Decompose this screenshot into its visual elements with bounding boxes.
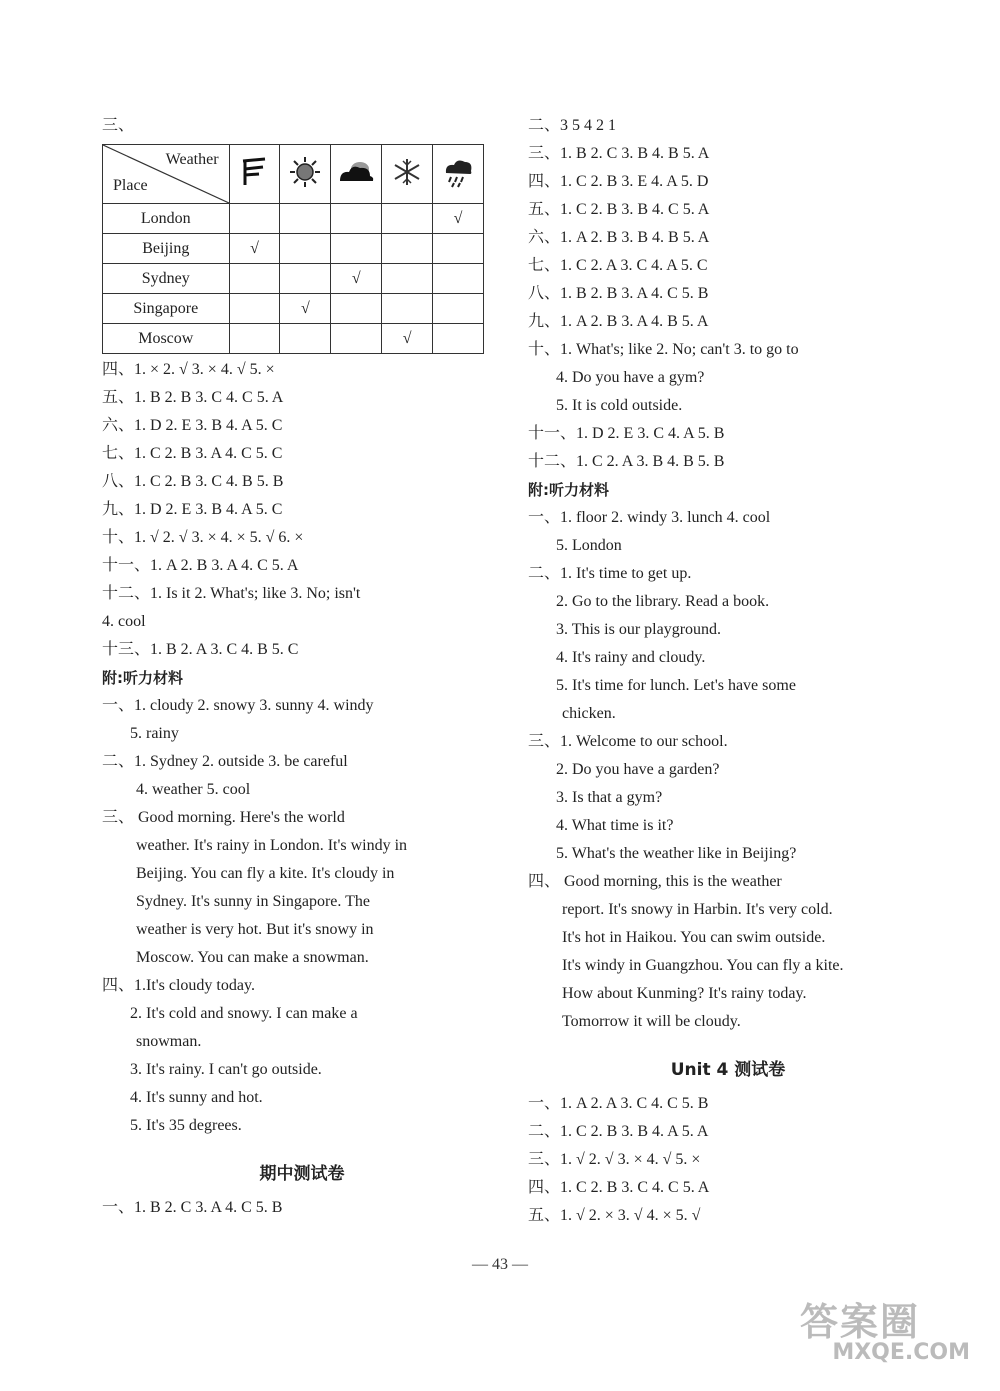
answer-line: 四、1. C 2. B 3. E 4. A 5. D	[528, 173, 709, 190]
answer-line: 三、1. B 2. C 3. B 4. B 5. A	[528, 145, 710, 162]
paragraph-line: Moscow. You can make a snowman.	[136, 949, 369, 966]
weather-table	[102, 144, 484, 354]
answer-line: 2. Go to the library. Read a book.	[556, 593, 770, 610]
answer-line: 六、1. A 2. B 3. B 4. B 5. A	[528, 229, 710, 246]
answer-line: 3. This is our playground.	[556, 621, 722, 638]
answer-line: 五、1. √ 2. × 3. √ 4. × 5. √	[528, 1207, 701, 1224]
paragraph-line: snowman.	[136, 1033, 202, 1050]
check-cell	[433, 264, 484, 294]
check-cell	[382, 264, 433, 294]
header-place: Place	[113, 177, 148, 194]
paragraph-line: 四、 Good morning, this is the weather	[528, 873, 782, 890]
check-cell	[433, 324, 484, 354]
paragraph-line: It's hot in Haikou. You can swim outside.	[562, 929, 826, 946]
place-cell: London	[103, 204, 230, 234]
left-column	[102, 112, 502, 1222]
cloudy-icon	[331, 145, 382, 204]
answer-line: 二、1. It's time to get up.	[528, 565, 692, 582]
answer-line: 3. Is that a gym?	[556, 789, 663, 806]
answer-line: 4. It's rainy and cloudy.	[556, 649, 706, 666]
table-row	[103, 234, 484, 264]
answer-line: 十二、1. Is it 2. What's; like 3. No; isn't	[102, 585, 361, 602]
answer-line: 四、1. × 2. √ 3. × 4. √ 5. ×	[102, 361, 275, 378]
check-cell: √	[433, 204, 484, 234]
place-cell: Beijing	[103, 234, 230, 264]
answer-line: 5. rainy	[130, 725, 179, 742]
answer-line: 2. Do you have a garden?	[556, 761, 720, 778]
answer-line: 九、1. D 2. E 3. B 4. A 5. C	[102, 501, 283, 518]
paragraph-line: 4. It's sunny and hot.	[130, 1089, 263, 1106]
check-cell	[331, 204, 382, 234]
windy-icon	[229, 145, 280, 204]
answer-line: 5. It's time for lunch. Let's have some	[556, 677, 796, 694]
paragraph-line: Tomorrow it will be cloudy.	[562, 1013, 741, 1030]
answer-line: 二、1. C 2. B 3. B 4. A 5. A	[528, 1123, 709, 1140]
check-cell	[382, 294, 433, 324]
paragraph-line: Sydney. It's sunny in Singapore. The	[136, 893, 370, 910]
check-cell	[280, 264, 331, 294]
answer-line: 5. What's the weather like in Beijing?	[556, 845, 797, 862]
paragraph-line: report. It's snowy in Harbin. It's very cold.	[562, 901, 833, 918]
diagonal-header-cell	[103, 145, 230, 204]
answer-line: chicken.	[562, 705, 616, 722]
check-cell	[433, 294, 484, 324]
answer-line: 六、1. D 2. E 3. B 4. A 5. C	[102, 417, 283, 434]
check-cell	[229, 324, 280, 354]
check-cell	[382, 204, 433, 234]
answer-line: 十一、1. D 2. E 3. C 4. A 5. B	[528, 425, 725, 442]
check-cell: √	[382, 324, 433, 354]
table-row	[103, 294, 484, 324]
answer-line: 一、1. floor 2. windy 3. lunch 4. cool	[528, 509, 771, 526]
answer-line: 九、1. A 2. B 3. A 4. B 5. A	[528, 313, 709, 330]
answer-line: 四、1. C 2. B 3. C 4. C 5. A	[528, 1179, 710, 1196]
snowy-icon	[382, 145, 433, 204]
answer-line: 5. London	[556, 537, 622, 554]
answer-line: 4. Do you have a gym?	[556, 369, 705, 386]
sunny-icon	[280, 145, 331, 204]
answer-line: 4. What time is it?	[556, 817, 674, 834]
check-cell	[331, 294, 382, 324]
paragraph-line: 3. It's rainy. I can't go outside.	[130, 1061, 322, 1078]
check-cell: √	[229, 234, 280, 264]
answer-line: 一、1. B 2. C 3. A 4. C 5. B	[102, 1199, 283, 1216]
paragraph-line: It's windy in Guangzhou. You can fly a kite.	[562, 957, 844, 974]
check-cell	[331, 234, 382, 264]
answer-line: 五、1. B 2. B 3. C 4. C 5. A	[102, 389, 284, 406]
check-cell	[280, 324, 331, 354]
rainy-icon	[433, 145, 484, 204]
answer-line: 七、1. C 2. B 3. A 4. C 5. C	[102, 445, 283, 462]
paragraph-line: weather is very hot. But it's snowy in	[136, 921, 374, 938]
answer-line: 十一、1. A 2. B 3. A 4. C 5. A	[102, 557, 299, 574]
paragraph-line: 四、1.It's cloudy today.	[102, 977, 255, 994]
page-number: — 43 —	[472, 1256, 528, 1273]
answer-line: 4. weather 5. cool	[136, 781, 251, 798]
answer-line: 4. cool	[102, 613, 146, 630]
watermark-line2: MXQE.COM	[832, 1340, 970, 1365]
check-cell	[229, 294, 280, 324]
answer-line: 八、1. C 2. B 3. C 4. B 5. B	[102, 473, 284, 490]
weather-table-header	[103, 145, 484, 204]
place-cell: Moscow	[103, 324, 230, 354]
answer-line: 十、1. √ 2. √ 3. × 4. × 5. √ 6. ×	[102, 529, 304, 546]
paragraph-line: 2. It's cold and snowy. I can make a	[130, 1005, 358, 1022]
listening-material-heading: 附:听力材料	[102, 669, 183, 687]
check-cell: √	[280, 294, 331, 324]
answer-line: 七、1. C 2. A 3. C 4. A 5. C	[528, 257, 708, 274]
check-cell	[280, 234, 331, 264]
paragraph-line: 三、 Good morning. Here's the world	[102, 809, 345, 826]
answer-line: 二、3 5 4 2 1	[528, 117, 617, 134]
answer-line: 三、1. √ 2. √ 3. × 4. √ 5. ×	[528, 1151, 701, 1168]
right-column	[528, 112, 928, 1230]
watermark-logo	[800, 1291, 970, 1371]
check-cell: √	[331, 264, 382, 294]
place-cell: Singapore	[103, 294, 230, 324]
answer-line: 一、1. A 2. A 3. C 4. C 5. B	[528, 1095, 709, 1112]
paragraph-line: How about Kunming? It's rainy today.	[562, 985, 807, 1002]
watermark-line1: 答案圈	[800, 1300, 921, 1344]
check-cell	[382, 234, 433, 264]
paragraph-line: weather. It's rainy in London. It's windy in	[136, 837, 408, 854]
check-cell	[229, 264, 280, 294]
check-cell	[331, 324, 382, 354]
answer-line: 5. It is cold outside.	[556, 397, 683, 414]
unit4-title: Unit 4 测试卷	[670, 1060, 786, 1080]
midterm-title: 期中测试卷	[259, 1164, 345, 1184]
answer-line: 三、1. Welcome to our school.	[528, 733, 728, 750]
answer-line: 一、1. cloudy 2. snowy 3. sunny 4. windy	[102, 697, 374, 714]
paragraph-line: Beijing. You can fly a kite. It's cloudy in	[136, 865, 395, 882]
listening-material-heading: 附:听力材料	[528, 481, 609, 499]
answer-line: 八、1. B 2. B 3. A 4. C 5. B	[528, 285, 709, 302]
table-row	[103, 324, 484, 354]
check-cell	[433, 234, 484, 264]
answer-line: 十二、1. C 2. A 3. B 4. B 5. B	[528, 453, 725, 470]
table-row	[103, 204, 484, 234]
answer-line: 十三、1. B 2. A 3. C 4. B 5. C	[102, 641, 299, 658]
section-san-label: 三、	[102, 117, 135, 134]
paragraph-line: 5. It's 35 degrees.	[130, 1117, 242, 1134]
check-cell	[229, 204, 280, 234]
answer-line: 十、1. What's; like 2. No; can't 3. to go to	[528, 341, 799, 358]
check-cell	[280, 204, 331, 234]
table-row	[103, 264, 484, 294]
header-weather: Weather	[165, 151, 219, 168]
place-cell: Sydney	[103, 264, 230, 294]
answer-line: 二、1. Sydney 2. outside 3. be careful	[102, 753, 348, 770]
answer-line: 五、1. C 2. B 3. B 4. C 5. A	[528, 201, 710, 218]
